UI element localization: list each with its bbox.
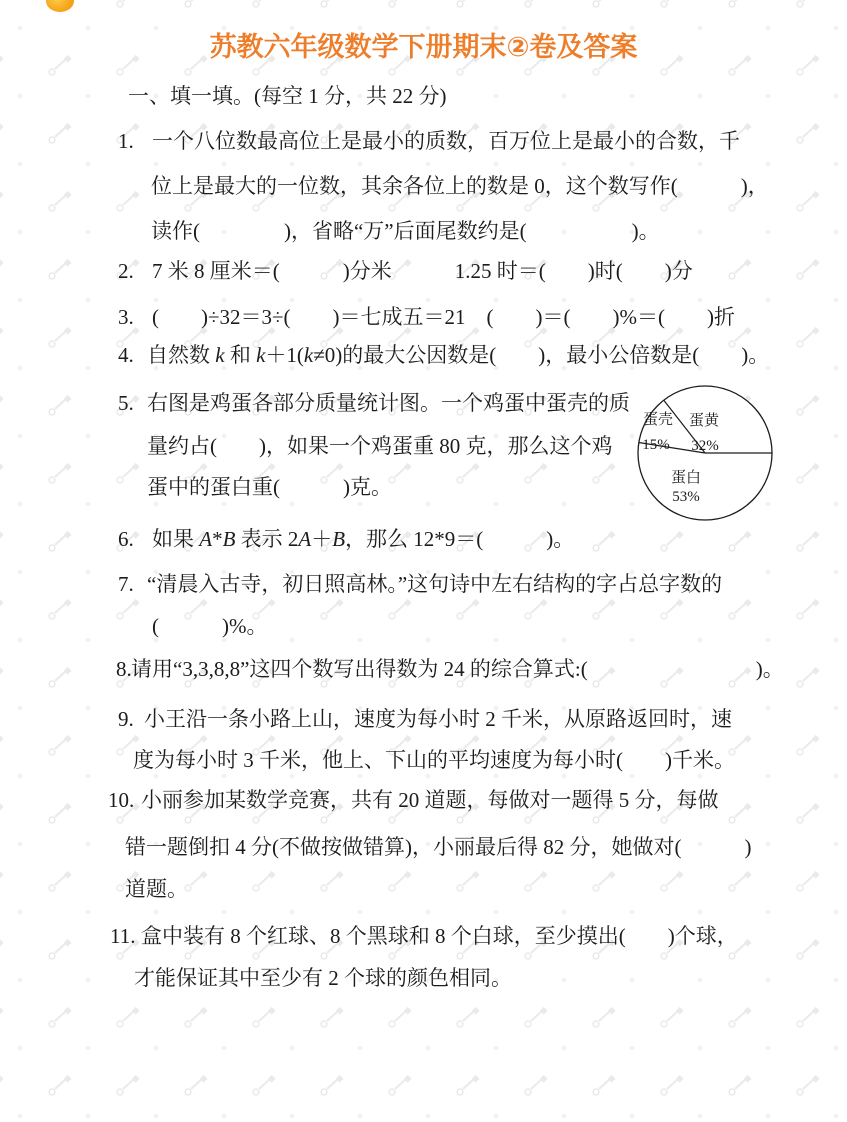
pie-pct-white: 53% <box>672 489 700 505</box>
question-8-number: 8. <box>116 657 132 681</box>
q4-text: ≠0)的最大公因数是( )，最小公倍数是( )。 <box>313 343 770 367</box>
q4-text: 自然数 <box>147 343 216 367</box>
q6-text: * <box>212 527 223 551</box>
egg-pie-chart <box>628 378 788 534</box>
question-1-line-1: 一个八位数最高位上是最小的质数，百万位上是最小的合数，千 <box>152 129 740 153</box>
question-6-line-1 <box>152 524 574 554</box>
q6-var-a: A <box>298 527 312 551</box>
question-3-number: 3. <box>118 305 134 329</box>
question-9-line-2: 度为每小时 3 千米，他上、下山的平均速度为每小时( )千米。 <box>133 748 735 772</box>
question-4-line-1 <box>147 340 769 370</box>
question-5-line-3: 蛋中的蛋白重( )克。 <box>147 475 392 499</box>
q6-var-a: A <box>199 527 213 551</box>
question-10-number: 10. <box>108 788 135 812</box>
section-heading: 一、填一填。(每空 1 分，共 22 分) <box>128 84 447 108</box>
question-5-line-1: 右图是鸡蛋各部分质量统计图。一个鸡蛋中蛋壳的质 <box>147 391 630 415</box>
question-8-line-1: 请用“3,3,8,8”这四个数写出得数为 24 的综合算式:( )。 <box>131 657 784 681</box>
question-10-line-2: 错一题倒扣 4 分(不做按做错算)，小丽最后得 82 分，她做对( ) <box>125 835 752 859</box>
q6-text: ，那么 12*9＝( )。 <box>345 527 575 551</box>
question-1-line-2: 位上是最大的一位数，其余各位上的数是 0，这个数写作( )， <box>151 174 769 198</box>
page-title: 苏教六年级数学下册期末②卷及答案 <box>209 32 638 62</box>
pie-label-shell: 蛋壳 <box>642 412 674 428</box>
q4-var-k: k <box>303 343 314 367</box>
q6-text: 表示 2 <box>235 527 299 551</box>
question-11-number: 11. <box>110 924 136 948</box>
question-1-number: 1. <box>118 129 134 153</box>
q4-text: 和 <box>224 343 257 367</box>
question-10-line-1: 小丽参加某数学竞赛，共有 20 道题，每做对一题得 5 分，每做 <box>141 788 719 812</box>
pie-pct-shell: 15% <box>642 437 670 453</box>
question-7-number: 7. <box>118 572 134 596</box>
q6-var-b: B <box>222 527 236 551</box>
question-11-line-2: 才能保证其中至少有 2 个球的颜色相同。 <box>134 966 512 990</box>
question-7-line-1: “清晨入古寺，初日照高林。”这句诗中左右结构的字占总字数的 <box>147 572 723 596</box>
q4-var-k: k <box>215 343 225 367</box>
question-9-number: 9. <box>118 707 134 731</box>
question-5-line-2: 量约占( )，如果一个鸡蛋重 80 克，那么这个鸡 <box>147 434 613 458</box>
question-10-line-3: 道题。 <box>125 877 188 901</box>
pie-label-yolk: 蛋黄 <box>688 413 720 429</box>
q4-text: ＋1( <box>265 343 304 367</box>
question-6-number: 6. <box>118 527 134 551</box>
q6-var-b: B <box>332 527 346 551</box>
question-11-line-1: 盒中装有 8 个红球、8 个黑球和 8 个白球，至少摸出( )个球， <box>141 924 738 948</box>
q4-var-k: k <box>256 343 266 367</box>
question-7-line-2: ( )%。 <box>152 614 268 638</box>
question-9-line-1: 小王沿一条小路上山，速度为每小时 2 千米，从原路返回时，速 <box>144 707 732 731</box>
question-3-line-1: ( )÷32＝3÷( )＝七成五＝21 ( )＝( )%＝( )折 <box>152 305 735 329</box>
question-2-line-1: 7 米 8 厘米＝( )分米 1.25 时＝( )时( )分 <box>152 259 693 283</box>
q6-text: 如果 <box>152 527 200 551</box>
question-5-number: 5. <box>118 391 134 415</box>
question-1-line-3: 读作( )，省略“万”后面尾数约是( )。 <box>151 219 660 243</box>
pie-label-white: 蛋白 <box>670 470 702 486</box>
q6-text: ＋ <box>311 527 333 551</box>
pie-pct-yolk: 32% <box>691 438 719 454</box>
question-4-number: 4. <box>118 343 134 367</box>
question-2-number: 2. <box>118 259 134 283</box>
